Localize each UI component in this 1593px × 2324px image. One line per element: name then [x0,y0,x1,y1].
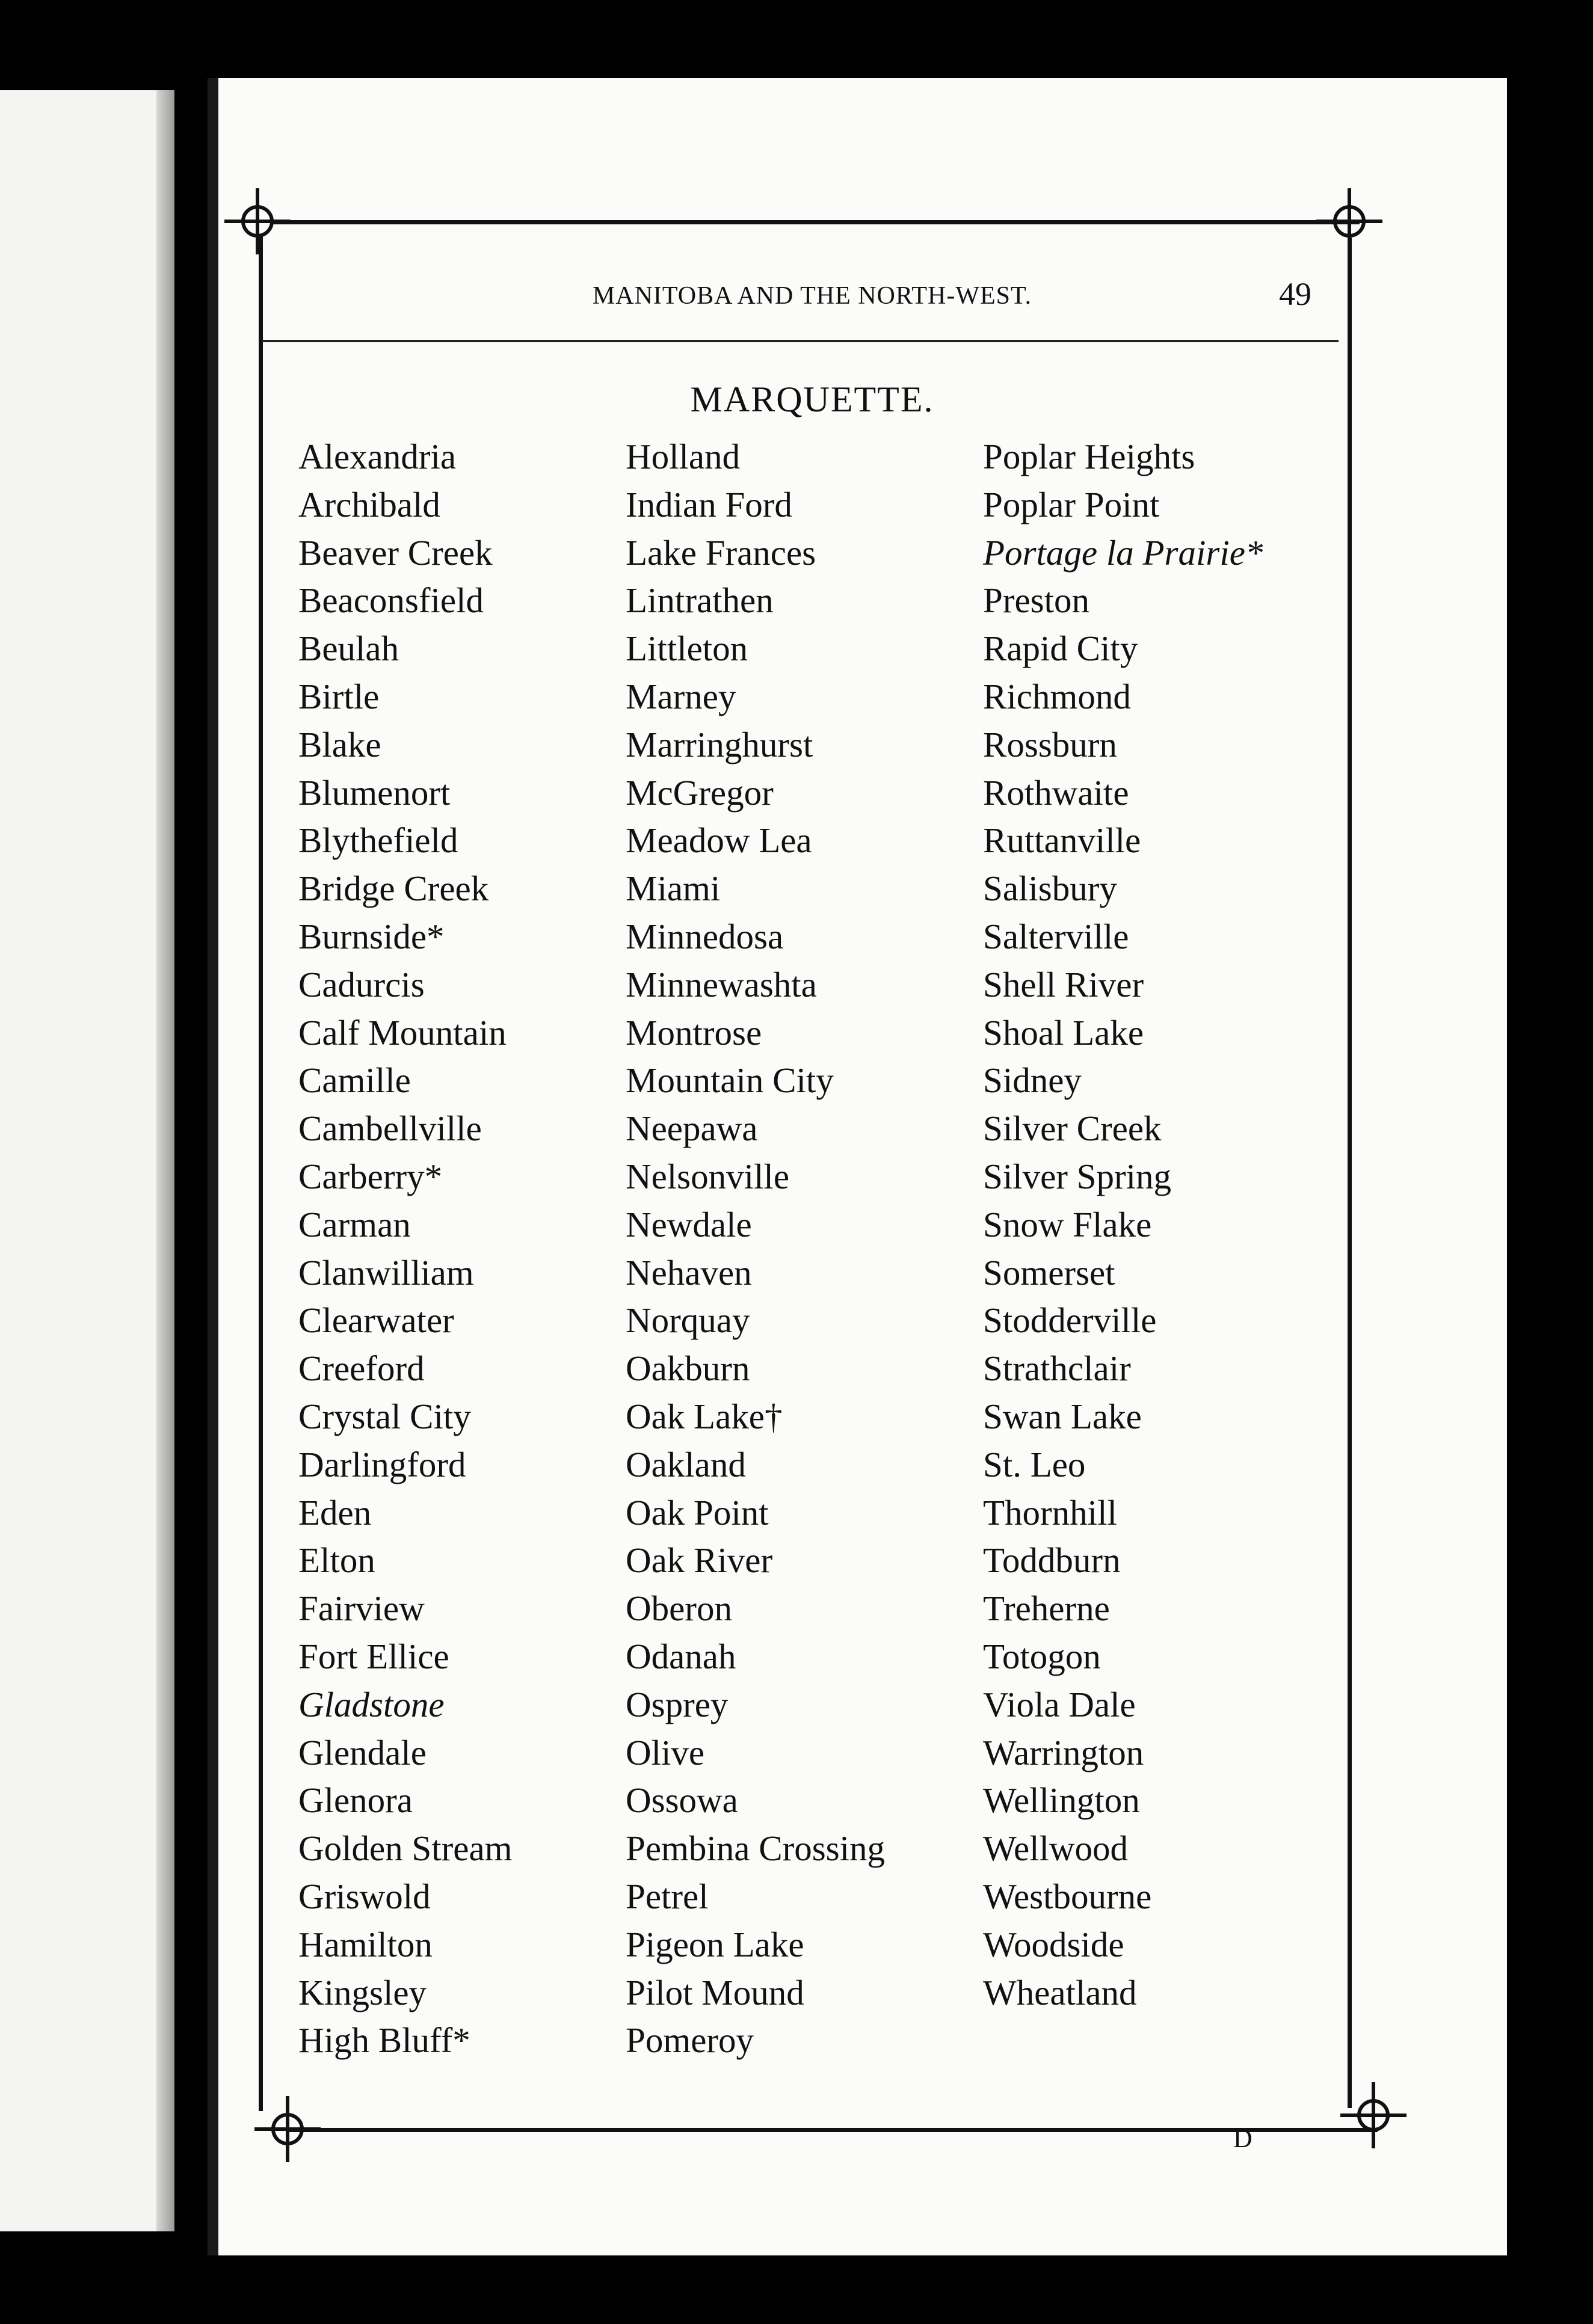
list-item: Beaver Creek [298,532,493,573]
list-item: Montrose [626,1012,762,1053]
list-item: Norquay [626,1300,750,1341]
section-title: MARQUETTE. [690,380,934,419]
frame-left-rule [259,235,263,2111]
list-item: Fort Ellice [298,1636,449,1676]
list-item: Darlingford [298,1444,466,1484]
signature-mark: D [1233,2124,1253,2153]
place-list-column-1 [298,433,513,2065]
list-item: Salisbury [983,868,1117,909]
page-number: 49 [1279,276,1311,312]
list-item: Eden [298,1492,372,1532]
list-item: Olive [626,1732,705,1772]
list-item: Petrel [626,1876,709,1916]
frame-right-rule [1348,238,1352,2108]
list-item: Osprey [626,1684,729,1724]
list-item: Pigeon Lake [626,1924,804,1964]
list-item: Viola Dale [983,1684,1136,1724]
list-item: Nelsonville [626,1156,790,1196]
list-item: Poplar Heights [983,437,1195,476]
book-gutter [156,90,174,2231]
place-list-column-3 [983,433,1263,2017]
list-item: Thornhill [983,1492,1117,1532]
corner-ornament-bottom-right [1340,2082,1407,2148]
list-item: Ruttanville [983,820,1141,861]
corner-ornament-top-left [224,188,291,254]
list-item: Lake Frances [626,532,816,573]
list-item: Somerset [983,1252,1115,1293]
list-item: Wheatland [983,1972,1137,2012]
list-item: Salterville [983,916,1129,956]
list-item: Archibald [298,484,440,524]
list-item: High Bluff* [298,2020,470,2061]
list-item: Beaconsfield [298,580,484,621]
list-item: Clearwater [298,1300,454,1341]
list-item: Cadurcis [298,964,425,1004]
list-item: Hamilton [298,1924,433,1964]
list-item: Carberry* [298,1156,443,1196]
list-item: Strathclair [983,1348,1131,1389]
list-item: Wellwood [983,1828,1129,1869]
list-item: Minnedosa [626,916,784,956]
list-item: Minnewashta [626,964,817,1004]
list-item: St. Leo [983,1444,1086,1484]
list-item: Snow Flake [983,1204,1152,1244]
list-item: Toddburn [983,1540,1121,1581]
list-item: Kingsley [298,1972,427,2012]
list-item: Woodside [983,1924,1124,1964]
list-item: Westbourne [983,1876,1152,1916]
list-item: Birtle [298,676,380,716]
list-item: Oakburn [626,1348,750,1389]
list-item: Mountain City [626,1060,834,1101]
list-item: Marney [626,676,736,716]
list-item: Holland [626,437,741,476]
list-item: Crystal City [298,1396,471,1436]
list-item: Treherne [983,1588,1110,1629]
facing-page-edge [0,90,174,2231]
list-item: Silver Creek [983,1108,1162,1149]
list-item: Clanwilliam [298,1252,474,1293]
list-item: Calf Mountain [298,1012,507,1053]
list-item: Oak Point [626,1492,769,1532]
frame-bottom-rule [289,2128,1378,2132]
list-item: Creeford [298,1348,425,1389]
list-item: Lintrathen [626,580,774,621]
list-item: Miami [626,868,721,909]
running-head: MANITOBA AND THE NORTH-WEST. [592,282,1032,310]
list-item: Camille [298,1060,411,1101]
list-item: Preston [983,580,1089,621]
list-item: Rothwaite [983,772,1129,813]
list-item: Pomeroy [626,2020,754,2061]
list-item: Fairview [298,1588,425,1629]
list-item: McGregor [626,772,774,813]
list-item: Glenora [298,1780,413,1821]
list-item: Cambellville [298,1108,482,1149]
list-item: Poplar Point [983,484,1160,524]
list-item: Ossowa [626,1780,738,1821]
list-item: Glendale [298,1732,427,1772]
list-item: Newdale [626,1204,752,1244]
header-rule [262,340,1339,342]
list-item: Indian Ford [626,484,792,524]
list-item: Gladstone [298,1684,445,1724]
list-item: Stodderville [983,1300,1157,1341]
list-item: Oak River [626,1540,773,1581]
list-item: Burnside* [298,916,445,956]
list-item: Wellington [983,1780,1140,1821]
list-item: Totogon [983,1636,1101,1676]
list-item: Odanah [626,1636,736,1676]
list-item: Swan Lake [983,1396,1142,1436]
list-item: Oberon [626,1588,732,1629]
list-item: Blythefield [298,820,458,861]
list-item: Silver Spring [983,1156,1172,1196]
list-item: Griswold [298,1876,431,1916]
list-item: Rossburn [983,724,1117,764]
list-item: Carman [298,1204,411,1244]
list-item: Oakland [626,1444,746,1484]
list-item: Rapid City [983,629,1138,669]
corner-ornament-bottom-left [254,2096,321,2162]
list-item: Pembina Crossing [626,1828,886,1869]
list-item: Shoal Lake [983,1012,1144,1053]
place-list-column-2 [626,433,885,2065]
list-item: Neepawa [626,1108,758,1149]
list-item: Portage la Prairie* [983,532,1263,573]
list-item: Golden Stream [298,1828,513,1869]
list-item: Pilot Mound [626,1972,804,2012]
list-item: Richmond [983,676,1131,716]
list-item: Alexandria [298,437,457,476]
list-item: Nehaven [626,1252,752,1293]
corner-ornament-top-right [1316,188,1382,254]
list-item: Warrington [983,1732,1144,1772]
list-item: Beulah [298,629,399,669]
list-item: Marringhurst [626,724,813,764]
list-item: Blake [298,724,381,764]
list-item: Elton [298,1540,375,1581]
list-item: Littleton [626,629,748,669]
frame-top-rule [271,220,1360,224]
list-item: Oak Lake† [626,1396,783,1436]
list-item: Meadow Lea [626,820,812,861]
list-item: Sidney [983,1060,1082,1101]
list-item: Blumenort [298,772,451,813]
list-item: Bridge Creek [298,868,489,909]
list-item: Shell River [983,964,1144,1004]
